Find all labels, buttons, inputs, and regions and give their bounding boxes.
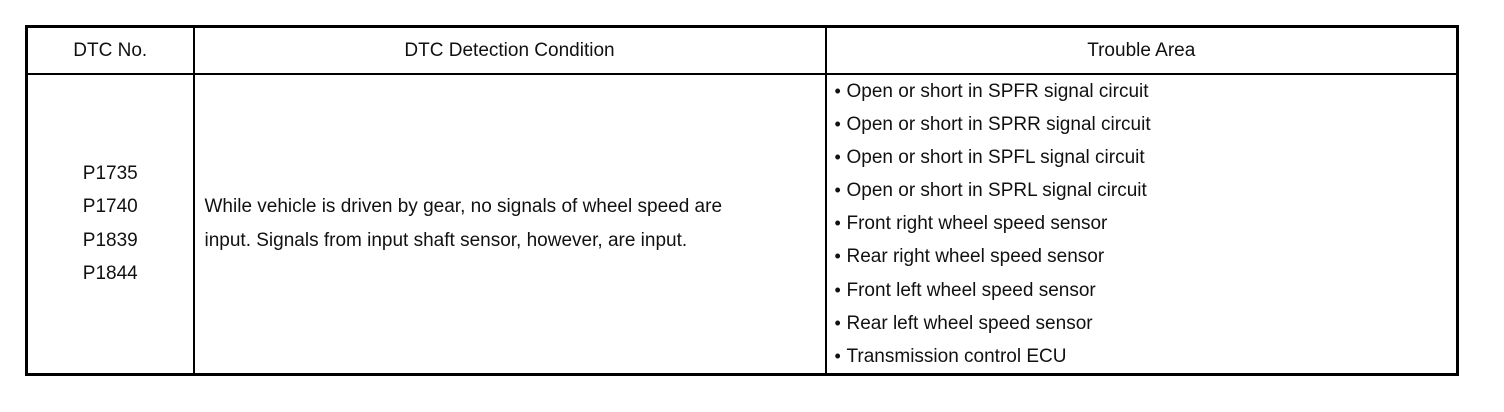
list-item: • Open or short in SPRL signal circuit [835,174,1457,207]
list-item: • Rear right wheel speed sensor [835,240,1457,273]
dtc-codes-cell [27,74,194,374]
dtc-code: P1735 [82,162,138,184]
header-trouble-area: Trouble Area [826,27,1458,75]
list-item: • Rear left wheel speed sensor [835,307,1457,340]
list-item: • Transmission control ECU [835,340,1457,373]
table-row [27,74,1458,374]
header-dtc-no: DTC No. [27,27,194,75]
list-item: • Front left wheel speed sensor [835,274,1457,307]
detection-condition-cell [194,74,826,374]
dtc-code: P1740 [82,196,138,218]
trouble-area-cell [826,74,1458,374]
trouble-area-list [835,75,1457,373]
header-detection-condition: DTC Detection Condition [194,27,826,75]
dtc-code: P1839 [82,229,138,251]
dtc-table [25,25,1459,376]
dtc-code: P1844 [82,263,138,285]
list-item: • Open or short in SPRR signal circuit [835,108,1457,141]
condition-line: While vehicle is driven by gear, no signals of wheel speed are [204,196,723,218]
header-row [27,27,1458,75]
list-item: • Open or short in SPFR signal circuit [835,75,1457,108]
list-item: • Front right wheel speed sensor [835,207,1457,240]
list-item: • Open or short in SPFL signal circuit [835,141,1457,174]
condition-line: input. Signals from input shaft sensor, however, are input. [204,229,688,251]
